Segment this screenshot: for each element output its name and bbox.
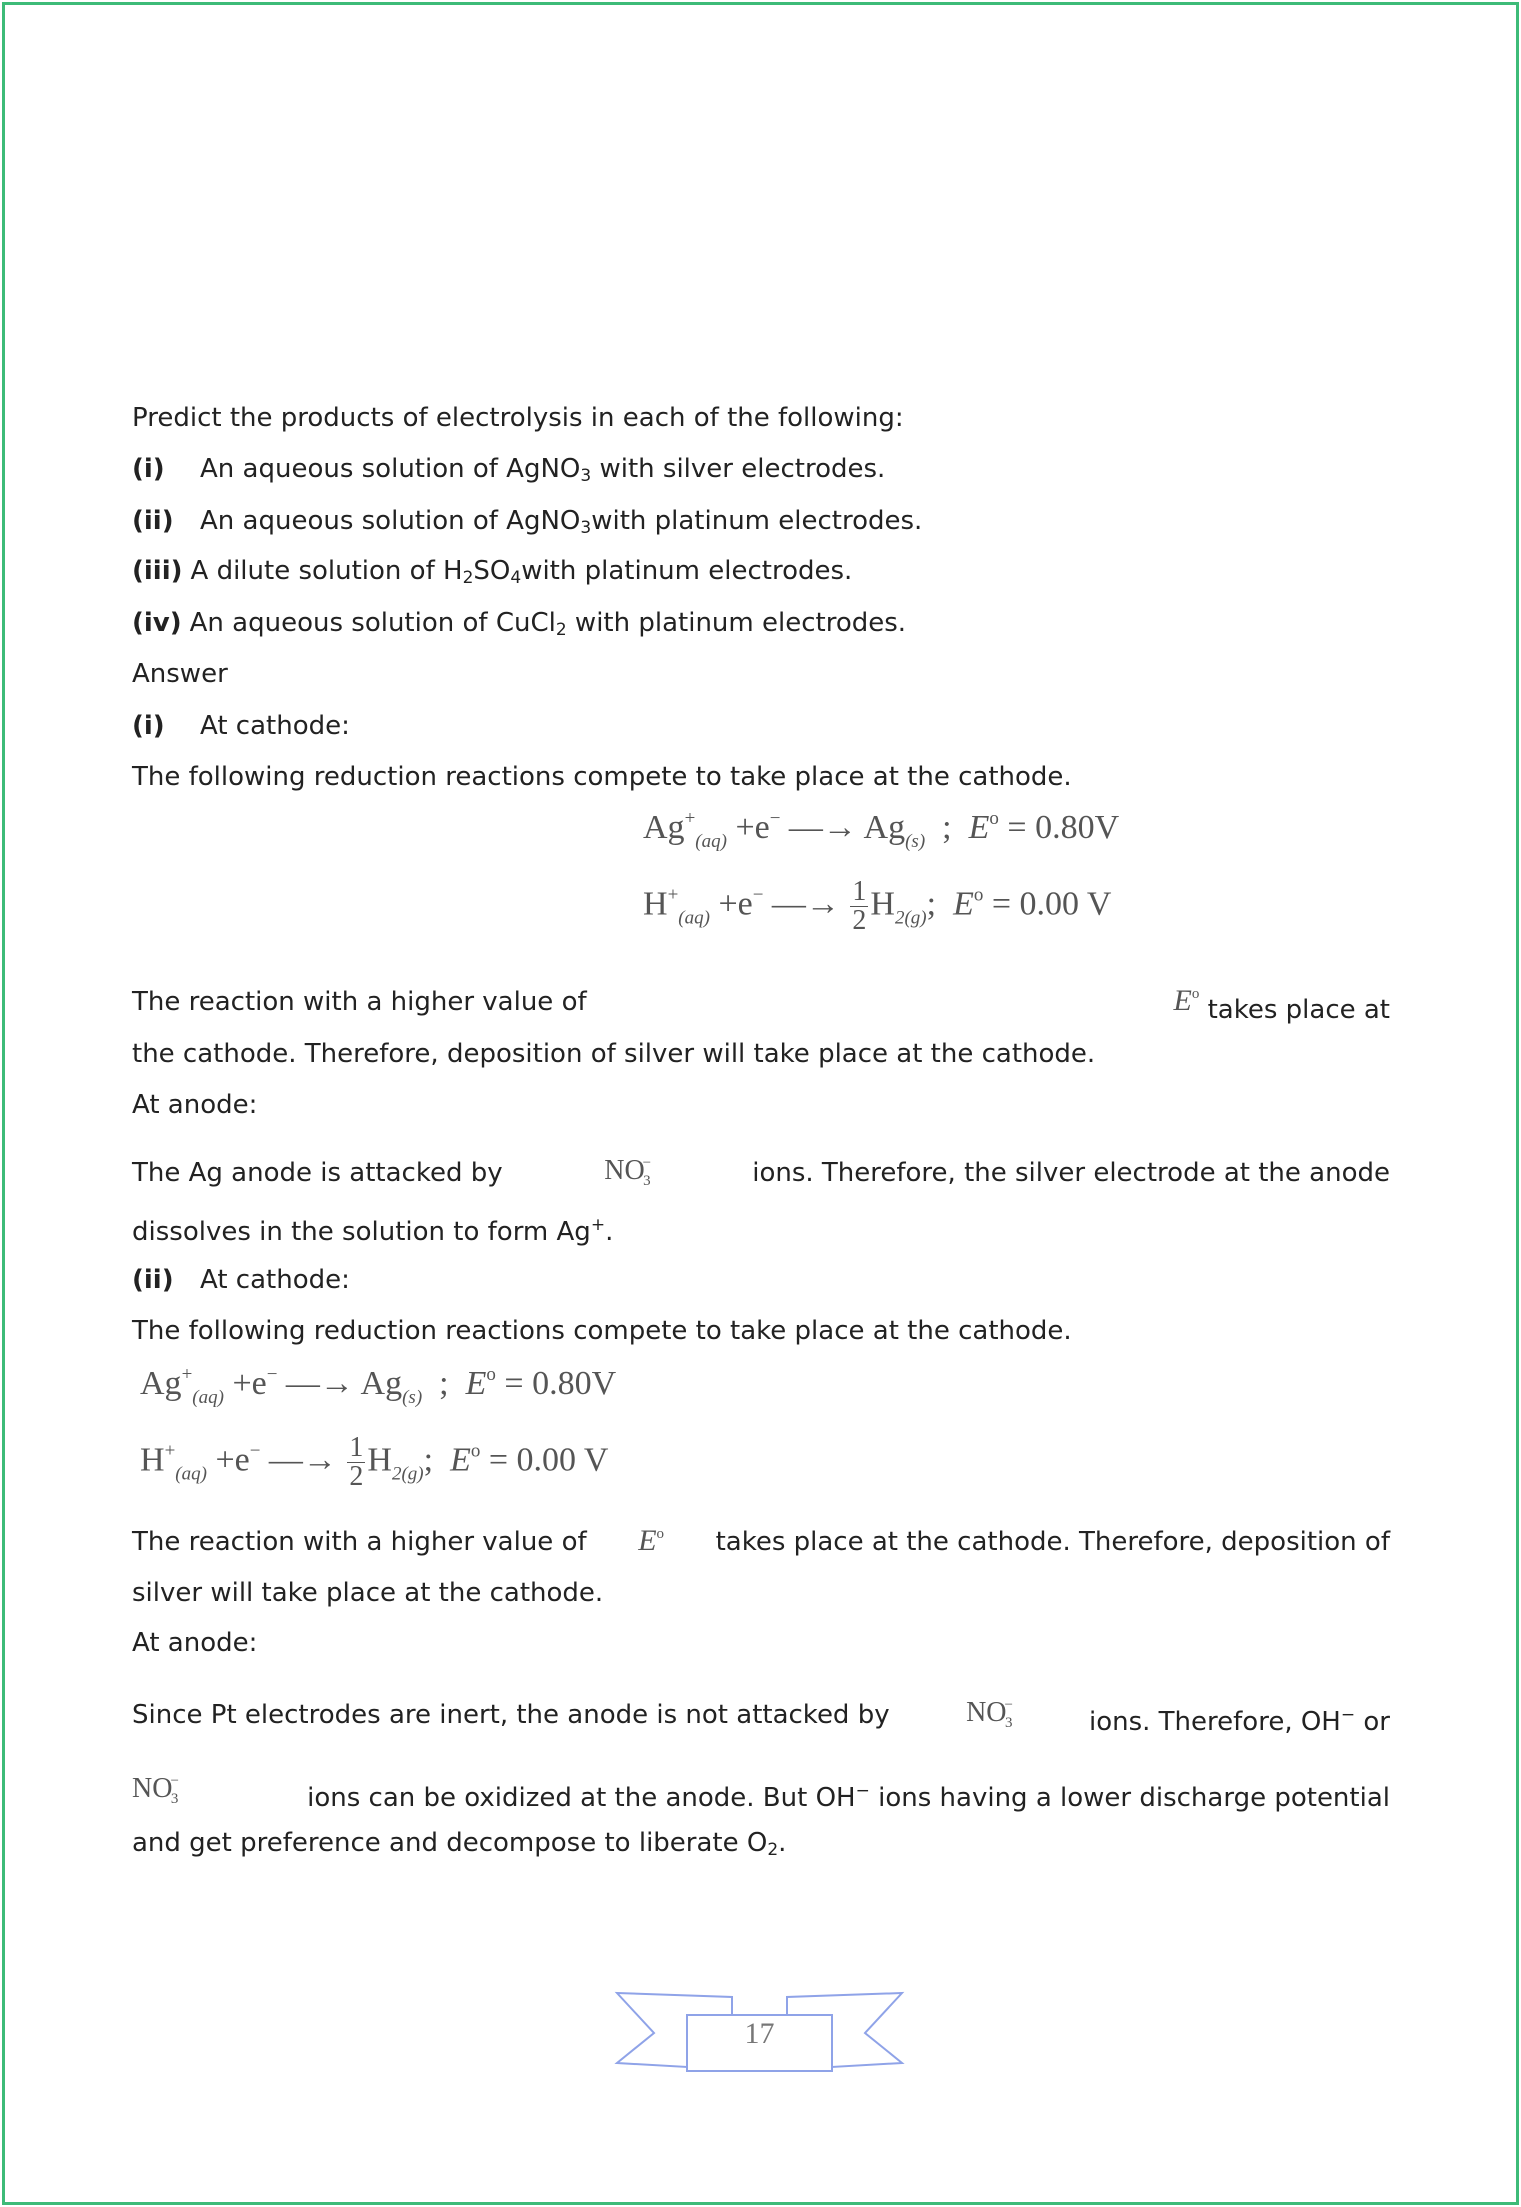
page-number: 17 [744, 2017, 775, 2050]
part1-anode-heading: At anode: [132, 1090, 258, 1120]
part2-inert-text: Since Pt electrodes are inert, the anode is not attacked by $NO^-_3$ ions. Therefore, OH− or [132, 1697, 1390, 1737]
question-item: (iii) A dilute solution of $H_2SO_4with$ platinum electrodes. [132, 556, 853, 588]
part1-compete: The following reduction reactions compete to take place at the cathode. [132, 762, 1072, 792]
part1-anode-cont: dissolves in the solution to form Ag+. [132, 1215, 614, 1247]
part2-oxidized-text: $NO^-_3$ ions can be oxidized at the anode. But OH− ions having a lower discharge potential [132, 1773, 1390, 1813]
part2-compete: The following reduction reactions compete to take place at the cathode. [132, 1316, 1072, 1346]
part2-higher: The reaction with a higher value of $E^o$ takes place at the cathode. Therefore, deposition of [132, 1524, 1390, 1557]
part2-anode-heading: At anode: [132, 1628, 258, 1658]
part2-last: and get preference and decompose to liberate $O_2$. [132, 1828, 787, 1860]
equation-hydrogen: $H^+_{(aq)} +e^-$ —→ $\frac{1}{2}$ $H_{2(g)}$; $E^o = 0.00$ V [643, 876, 1112, 936]
question-item: (iv) An aqueous solution of CuCl$_2$ with platinum electrodes. [132, 608, 907, 640]
equation-silver: $Ag^+_{(aq)} +e^-$ —→ $Ag_{(s)}$ ; $E^o = 0.80V$ [643, 808, 1120, 852]
question-item: (i) An aqueous solution of AgNO$_3$ with silver electrodes. [132, 454, 886, 486]
part1-higher-cont: the cathode. Therefore, deposition of silver will take place at the cathode. [132, 1039, 1096, 1069]
equation-hydrogen-2: $H^+_{(aq)} +e^-$ —→ $\frac{1}{2}$ $H_{2(g)}$; $E^o = 0.00$ V [140, 1432, 609, 1492]
part2-higher-cont: silver will take place at the cathode. [132, 1578, 604, 1608]
page-number-badge [612, 1985, 907, 2085]
answer-label: Answer [132, 659, 228, 689]
equation-silver-2: $Ag^+_{(aq)} +e^-$ —→ $Ag_{(s)}$ ; $E^o = 0.80V$ [140, 1364, 617, 1408]
part1-cathode-heading: (i) At cathode: [132, 711, 350, 741]
part1-higher: The reaction with a higher value of $E^o$ takes place at [132, 984, 1390, 1025]
part2-cathode-heading: (ii) At cathode: [132, 1265, 350, 1295]
part1-anode-text: The Ag anode is attacked by $NO^-_3$ ions. Therefore, the silver electrode at the anode [132, 1155, 1390, 1189]
question-intro: Predict the products of electrolysis in each of the following: [132, 403, 904, 433]
question-item: (ii) An aqueous solution of AgNO$_3$with platinum electrodes. [132, 506, 923, 538]
